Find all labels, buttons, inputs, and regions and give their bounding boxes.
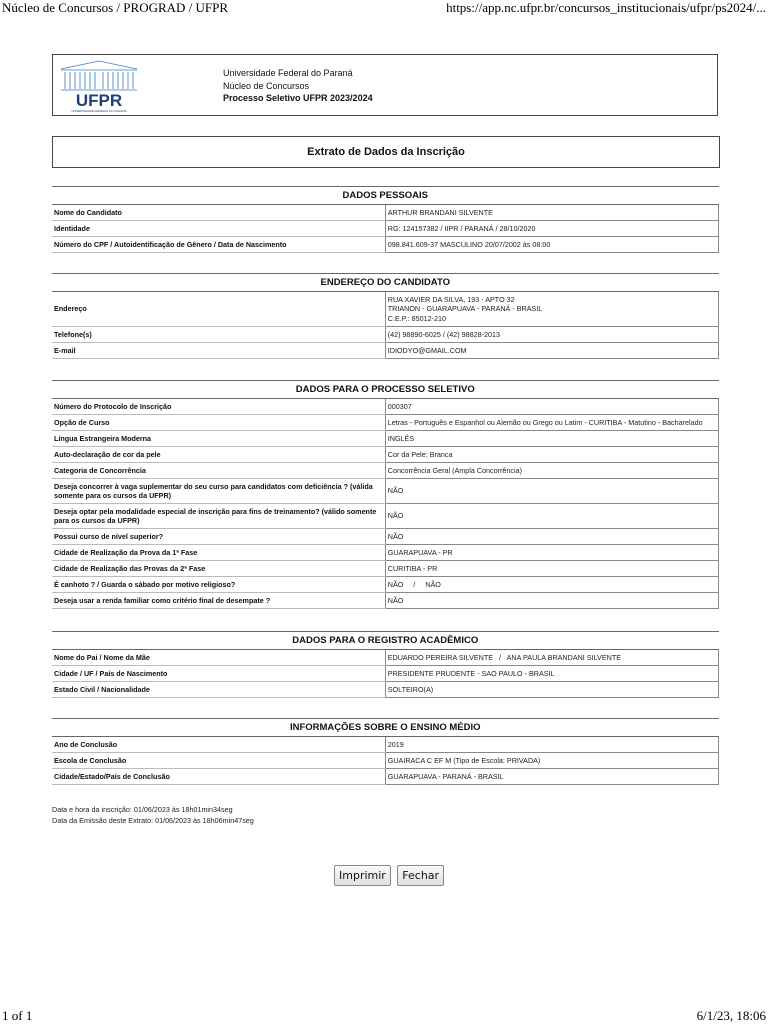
field-value: IDIODYO@GMAIL.COM (385, 343, 718, 359)
field-label: Deseja optar pela modalidade especial de inscrição para fins de treinamento? (válido somente para os cursos da UFPR) (52, 504, 385, 529)
section-endereco (52, 273, 719, 359)
field-value-address (385, 292, 718, 327)
field-label: É canhoto ? / Guarda o sábado por motivo religioso? (52, 577, 385, 593)
print-button[interactable]: Imprimir (334, 865, 391, 886)
document-title: Extrato de Dados da Inscrição (52, 136, 720, 168)
section-title: DADOS PARA O REGISTRO ACADÊMICO (52, 632, 719, 650)
field-label: Deseja usar a renda familiar como critério final de desempate ? (52, 593, 385, 609)
field-label: Nome do Candidato (52, 205, 385, 221)
field-label: Número do CPF / Autoidentificação de Gênero / Data de Nascimento (52, 237, 385, 253)
field-label: Estado Civil / Nacionalidade (52, 682, 385, 698)
field-value: GUARAPUAVA - PARANÁ - BRASIL (385, 769, 718, 785)
timestamps (52, 804, 254, 826)
process-name: Processo Seletivo UFPR 2023/2024 (223, 93, 373, 103)
field-label: Endereço (52, 292, 385, 327)
field-value: EDUARDO PEREIRA SILVENTE / ANA PAULA BRANDANI SILVENTE (385, 650, 718, 666)
field-label: Língua Estrangeira Moderna (52, 431, 385, 447)
section-dados-pessoais (52, 186, 719, 253)
field-label: Ano de Conclusão (52, 737, 385, 753)
field-label: Número do Protocolo de Inscrição (52, 399, 385, 415)
address-line: C.E.P.: 85012-210 (387, 313, 446, 323)
section-title: INFORMAÇÕES SOBRE O ENSINO MÉDIO (52, 719, 719, 737)
field-label: Auto-declaração de cor da pele (52, 447, 385, 463)
field-label: Identidade (52, 221, 385, 237)
field-value: ARTHUR BRANDANI SILVENTE (385, 205, 718, 221)
field-value: RG: 124157382 / IIPR / PARANÁ / 28/10/2020 (385, 221, 718, 237)
institution-lines (223, 67, 373, 105)
field-label: E-mail (52, 343, 385, 359)
field-value: PRESIDENTE PRUDENTE - SAO PAULO - BRASIL (385, 666, 718, 682)
field-value: SOLTEIRO(A) (385, 682, 718, 698)
field-value: INGLÊS (385, 431, 718, 447)
field-label: Cidade/Estado/País de Conclusão (52, 769, 385, 785)
field-value: Concorrência Geral (Ampla Concorrência) (385, 463, 718, 479)
field-value: GUARAPUAVA - PR (385, 545, 718, 561)
field-value: 098.841.609-37 MASCULINO 20/07/2002 às 08:00 (385, 237, 718, 253)
print-footer (0, 1008, 768, 1026)
section-ensino-medio (52, 718, 719, 785)
field-value: CURITIBA - PR (385, 561, 718, 577)
field-value: NÃO (385, 529, 718, 545)
section-processo-seletivo (52, 380, 719, 609)
field-label: Categoria de Concorrência (52, 463, 385, 479)
issue-timestamp: Data da Emissão deste Extrato: 01/06/2023 às 18h06min47seg (52, 816, 254, 825)
section-title: DADOS PESSOAIS (52, 187, 719, 205)
field-label: Opção de Curso (52, 415, 385, 431)
print-url: https://app.nc.ufpr.br/concursos_institucionais/ufpr/ps2024/... (446, 0, 766, 15)
field-value: (42) 98890-6025 / (42) 98828-2013 (385, 327, 718, 343)
logo-caption: UNIVERSIDADE FEDERAL DO PARANÁ (71, 109, 127, 113)
field-label: Cidade de Realização da Prova da 1ª Fase (52, 545, 385, 561)
field-value: 000307 (385, 399, 718, 415)
field-label: Possui curso de nível superior? (52, 529, 385, 545)
address-line: TRIANON - GUARAPUAVA - PARANÁ - BRASIL (387, 304, 543, 314)
section-title: ENDEREÇO DO CANDIDATO (52, 274, 719, 292)
ufpr-logo (57, 59, 141, 113)
section-registro-academico (52, 631, 719, 698)
print-page-title: Núcleo de Concursos / PROGRAD / UFPR (2, 0, 229, 15)
field-value: GUAIRACA C EF M (Tipo de Escola: PRIVADA) (385, 753, 718, 769)
page-count: 1 of 1 (2, 1008, 33, 1023)
address-line: RUA XAVIER DA SILVA, 193 - APTO 32 (387, 294, 515, 304)
action-buttons (334, 865, 446, 886)
field-value: Letras - Português e Espanhol ou Alemão ou Grego ou Latim - CURITIBA - Matutino - Bacharelado (385, 415, 718, 431)
field-label: Cidade de Realização das Provas da 2ª Fase (52, 561, 385, 577)
print-header (0, 0, 768, 18)
field-value: NÃO / NÃO (385, 577, 718, 593)
field-label: Nome do Pai / Nome da Mãe (52, 650, 385, 666)
field-label: Escola de Conclusão (52, 753, 385, 769)
field-value: Cor da Pele: Branca (385, 447, 718, 463)
field-label: Telefone(s) (52, 327, 385, 343)
institution-header (52, 54, 718, 116)
field-value: 2019 (385, 737, 718, 753)
close-button[interactable]: Fechar (397, 865, 444, 886)
field-label: Cidade / UF / País de Nascimento (52, 666, 385, 682)
university-name: Universidade Federal do Paraná (223, 68, 353, 78)
field-value: NÃO (385, 593, 718, 609)
department-name: Núcleo de Concursos (223, 80, 310, 91)
section-title: DADOS PARA O PROCESSO SELETIVO (52, 381, 719, 399)
field-value: NÃO (385, 479, 718, 504)
logo-wordmark: UFPR (75, 91, 123, 110)
field-value: NÃO (385, 504, 718, 529)
field-label: Deseja concorrer à vaga suplementar do seu curso para candidatos com deficiência ? (válida somente para os cursos da UFPR) (52, 479, 385, 504)
registration-timestamp: Data e hora da inscrição: 01/06/2023 às 18h01min34seg (52, 805, 233, 814)
print-datetime: 6/1/23, 18:06 (696, 1008, 766, 1023)
